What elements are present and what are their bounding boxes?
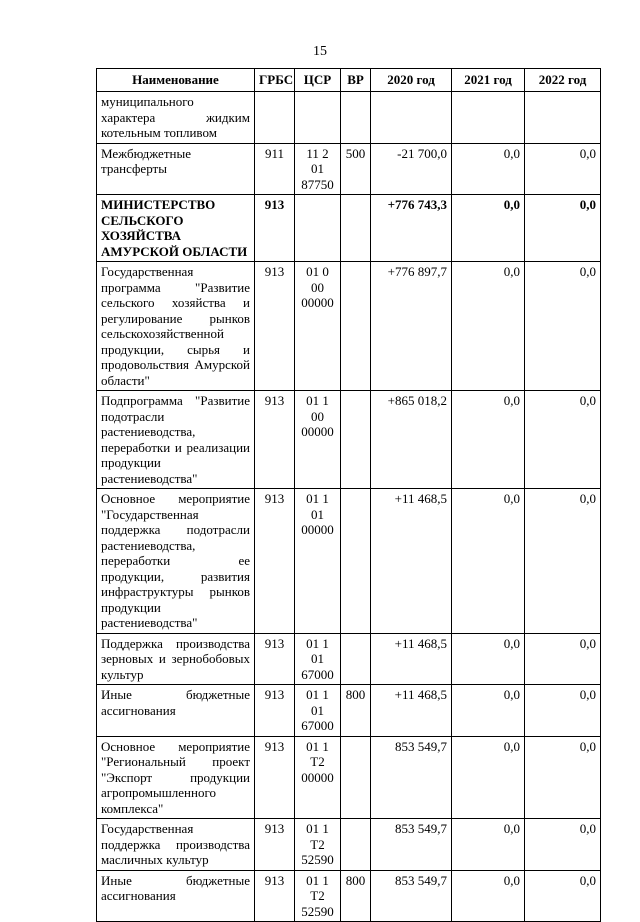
row-2022-cell: 0,0 <box>525 819 601 871</box>
row-2022-cell: 0,0 <box>525 143 601 195</box>
row-2020-cell: 853 549,7 <box>371 819 452 871</box>
row-grbs-cell: 913 <box>255 195 295 262</box>
table-row <box>97 870 601 922</box>
row-2021-cell: 0,0 <box>452 262 525 391</box>
table-row <box>97 262 601 391</box>
row-2022-cell: 0,0 <box>525 736 601 819</box>
row-grbs-cell: 913 <box>255 736 295 819</box>
row-csr-cell: 01 0 00 00000 <box>295 262 341 391</box>
row-2021-cell <box>452 92 525 144</box>
row-2020-cell: +776 743,3 <box>371 195 452 262</box>
row-vr-cell <box>341 819 371 871</box>
row-2020-cell: +11 468,5 <box>371 685 452 737</box>
row-name-cell: Иные бюджетные ассигнования <box>97 870 255 922</box>
row-csr-cell: 01 1 01 00000 <box>295 489 341 634</box>
row-grbs-cell: 913 <box>255 391 295 489</box>
row-vr-cell <box>341 489 371 634</box>
header-name: Наименование <box>97 69 255 92</box>
row-2020-cell: 853 549,7 <box>371 870 452 922</box>
row-grbs-cell: 913 <box>255 685 295 737</box>
row-vr-cell <box>341 195 371 262</box>
row-vr-cell <box>341 633 371 685</box>
row-2022-cell: 0,0 <box>525 262 601 391</box>
row-grbs-cell: 913 <box>255 870 295 922</box>
row-name-cell: Межбюджетные трансферты <box>97 143 255 195</box>
table-row <box>97 391 601 489</box>
header-2022: 2022 год <box>525 69 601 92</box>
page-number: 15 <box>313 44 327 59</box>
row-name-cell: Иные бюджетные ассигнования <box>97 685 255 737</box>
row-2022-cell: 0,0 <box>525 489 601 634</box>
table-row <box>97 819 601 871</box>
row-name-cell: Подпрограмма "Развитие подотрасли растениеводства, переработки и реализации продукции растениеводства" <box>97 391 255 489</box>
row-2021-cell: 0,0 <box>452 143 525 195</box>
row-csr-cell: 01 1 00 00000 <box>295 391 341 489</box>
row-grbs-cell: 913 <box>255 819 295 871</box>
table-row <box>97 195 601 262</box>
header-csr: ЦСР <box>295 69 341 92</box>
row-name-cell: Государственная поддержка производства масличных культур <box>97 819 255 871</box>
row-csr-cell: 11 2 01 87750 <box>295 143 341 195</box>
row-2022-cell: 0,0 <box>525 391 601 489</box>
row-vr-cell <box>341 736 371 819</box>
row-name-cell: Поддержка производства зерновых и зернобобовых культур <box>97 633 255 685</box>
header-2020: 2020 год <box>371 69 452 92</box>
row-2020-cell: +776 897,7 <box>371 262 452 391</box>
header-2021: 2021 год <box>452 69 525 92</box>
row-2020-cell <box>371 92 452 144</box>
row-grbs-cell <box>255 92 295 144</box>
row-name-cell: Основное мероприятие "Региональный проект "Экспорт продукции агропромышленного комплекса" <box>97 736 255 819</box>
budget-table <box>96 68 601 922</box>
row-2021-cell: 0,0 <box>452 736 525 819</box>
row-2022-cell: 0,0 <box>525 685 601 737</box>
table-row <box>97 92 601 144</box>
table-header-row <box>97 69 601 92</box>
table-row <box>97 143 601 195</box>
row-vr-cell: 800 <box>341 685 371 737</box>
row-csr-cell <box>295 195 341 262</box>
row-2021-cell: 0,0 <box>452 489 525 634</box>
header-vr: ВР <box>341 69 371 92</box>
row-2020-cell: -21 700,0 <box>371 143 452 195</box>
row-2021-cell: 0,0 <box>452 870 525 922</box>
row-vr-cell <box>341 391 371 489</box>
table-body <box>97 92 601 922</box>
row-vr-cell <box>341 262 371 391</box>
row-2021-cell: 0,0 <box>452 195 525 262</box>
row-name-cell: МИНИСТЕРСТВО СЕЛЬСКОГО ХОЗЯЙСТВА АМУРСКОЙ ОБЛАСТИ <box>97 195 255 262</box>
table-row <box>97 736 601 819</box>
row-2020-cell: 853 549,7 <box>371 736 452 819</box>
row-grbs-cell: 911 <box>255 143 295 195</box>
row-2021-cell: 0,0 <box>452 633 525 685</box>
row-2020-cell: +11 468,5 <box>371 489 452 634</box>
row-2022-cell: 0,0 <box>525 633 601 685</box>
row-csr-cell: 01 1 01 67000 <box>295 685 341 737</box>
table-row <box>97 489 601 634</box>
row-2022-cell: 0,0 <box>525 195 601 262</box>
row-2020-cell: +865 018,2 <box>371 391 452 489</box>
row-vr-cell: 800 <box>341 870 371 922</box>
row-grbs-cell: 913 <box>255 633 295 685</box>
header-grbs: ГРБС <box>255 69 295 92</box>
row-csr-cell: 01 1 T2 00000 <box>295 736 341 819</box>
table-row <box>97 685 601 737</box>
row-vr-cell: 500 <box>341 143 371 195</box>
row-2021-cell: 0,0 <box>452 819 525 871</box>
row-vr-cell <box>341 92 371 144</box>
row-grbs-cell: 913 <box>255 489 295 634</box>
row-csr-cell: 01 1 T2 52590 <box>295 819 341 871</box>
row-2022-cell: 0,0 <box>525 870 601 922</box>
row-2020-cell: +11 468,5 <box>371 633 452 685</box>
row-csr-cell <box>295 92 341 144</box>
table-row <box>97 633 601 685</box>
row-grbs-cell: 913 <box>255 262 295 391</box>
row-2021-cell: 0,0 <box>452 391 525 489</box>
row-name-cell: муниципального характера жидким котельным топливом <box>97 92 255 144</box>
row-2022-cell <box>525 92 601 144</box>
row-csr-cell: 01 1 01 67000 <box>295 633 341 685</box>
row-csr-cell: 01 1 T2 52590 <box>295 870 341 922</box>
row-2021-cell: 0,0 <box>452 685 525 737</box>
row-name-cell: Основное мероприятие "Государственная поддержка подотрасли растениеводства, переработки ее продукции, развития инфраструктуры рынков продукции растениеводства" <box>97 489 255 634</box>
row-name-cell: Государственная программа "Развитие сельского хозяйства и регулирование рынков сельскохозяйственной продукции, сырья и продовольствия Амурской области" <box>97 262 255 391</box>
